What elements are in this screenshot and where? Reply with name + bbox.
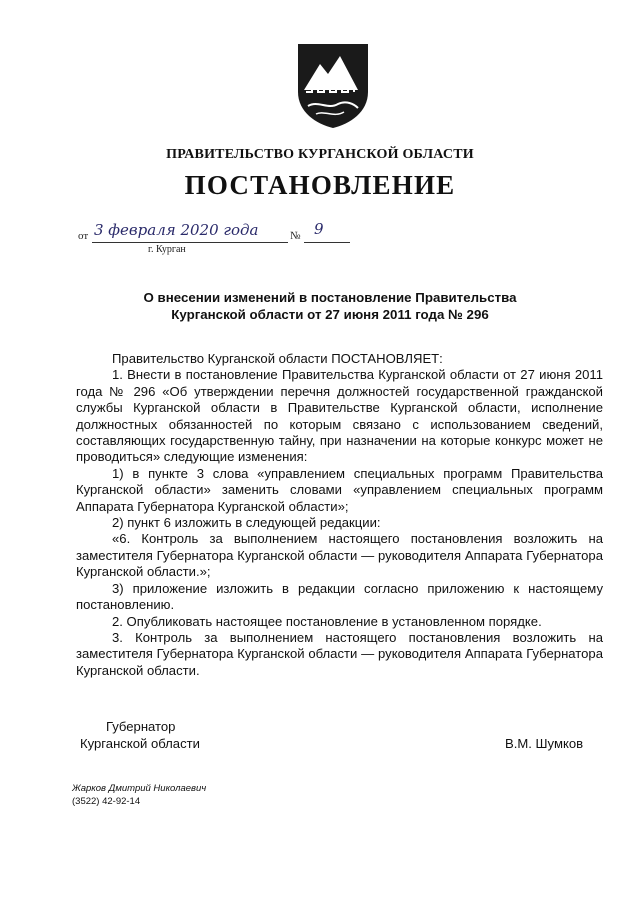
registration-line [78,217,358,257]
subject-line-2: Курганской области от 27 июня 2011 года № 296 [171,307,489,322]
executor-name: Жарков Дмитрий Николаевич [72,783,207,794]
body-item-1-3: 3) приложение изложить в редакции согласно приложению к настоящему постановлению. [76,580,603,613]
handwritten-date: 3 февраля 2020 года [94,221,259,239]
signatory-position [80,718,200,752]
body-preamble: Правительство Курганской области ПОСТАНОВЛЯЕТ: [112,351,443,366]
executor-phone: (3522) 42-92-14 [72,796,141,807]
city-label: г. Курган [148,244,186,255]
government-name: ПРАВИТЕЛЬСТВО КУРГАНСКОЙ ОБЛАСТИ [166,147,474,162]
body-item-1: 1. Внести в постановление Правительства Курганской области от 27 июня 2011 года № 296 «Об утверждении перечня должностей государственной гражданской службы Курганской области в Правительстве Курганской области, исполнение должностных обязанностей по которым связано с использованием сведений, составляющих государственную тайну, при назначении на которые конкурс может не проводиться» следующие изменения: [76,367,603,465]
date-prefix-label: от [78,230,89,242]
subject-line-1: О внесении изменений в постановление Правительства [143,290,517,305]
signatory-name: В.М. Шумков [505,736,584,751]
signatory-position-line-2: Курганской области [80,736,200,751]
number-label: № [290,230,301,242]
number-underline [304,242,350,243]
handwritten-number: 9 [314,220,324,238]
coat-of-arms-icon [294,40,372,130]
document-body [76,351,603,679]
body-item-1-1: 1) в пункте 3 слова «управлением специальных программ Правительства Курганской области» заменить словами «управлением специальных программ Аппарата Губернатора Курганской области»; [76,465,603,514]
executor-info [72,782,206,808]
signatory-position-line-1: Губернатор [106,719,176,734]
document-subject [110,289,550,323]
body-item-3: 3. Контроль за выполнением настоящего постановления возложить на заместителя Губернатора Курганской области — руководителя Аппарата Губернатора Курганской области. [76,629,603,678]
body-item-1-2-text: «6. Контроль за выполнением настоящего постановления возложить на заместителя Губернатора Курганской области — руководителя Аппарата Губернатора Курганской области.»; [76,531,603,580]
date-underline [92,242,288,243]
body-item-1-2: 2) пункт 6 изложить в следующей редакции: [112,515,381,531]
document-type-title: ПОСТАНОВЛЕНИЕ [184,170,456,200]
body-item-2: 2. Опубликовать настоящее постановление в установленном порядке. [112,613,542,629]
